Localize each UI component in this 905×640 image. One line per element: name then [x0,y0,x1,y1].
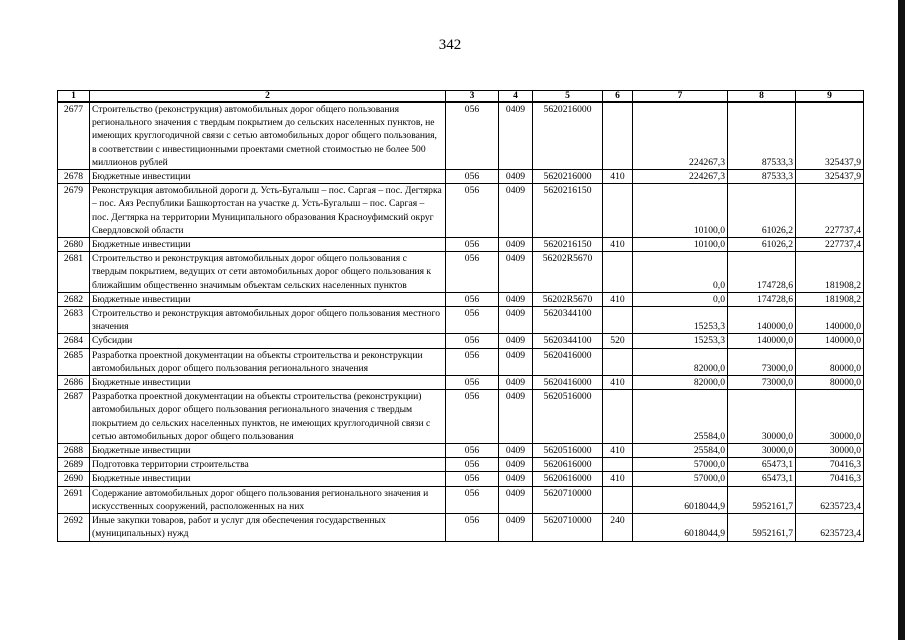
row-name: Бюджетные инвестиции [90,292,446,306]
row-number: 2691 [58,486,90,513]
row-name: Субсидии [90,334,446,348]
row-expense-type [603,390,633,444]
row-name: Бюджетные инвестиции [90,472,446,486]
row-target-code: 5620616000 [533,458,603,472]
col-header-7: 7 [633,91,728,103]
row-number: 2683 [58,307,90,334]
row-admin-code: 056 [446,390,499,444]
row-name: Содержание автомобильных дорог общего пользования регионального значения и искусственных сооружений, расположенных на них [90,486,446,513]
row-section-code: 0409 [499,252,533,293]
row-amount-col8: 73000,0 [728,376,796,390]
col-header-1: 1 [58,91,90,103]
table-row [58,486,864,513]
row-expense-type [603,102,633,170]
col-header-5: 5 [533,91,603,103]
col-header-2: 2 [90,91,446,103]
row-target-code: 5620216150 [533,238,603,252]
row-number: 2689 [58,458,90,472]
row-amount-col9: 140000,0 [796,307,864,334]
row-amount-col7: 57000,0 [633,472,728,486]
row-amount-col8: 174728,6 [728,292,796,306]
row-expense-type: 410 [603,376,633,390]
row-number: 2679 [58,184,90,238]
row-name: Строительство и реконструкция автомобильных дорог общего пользования местного значения [90,307,446,334]
row-number: 2690 [58,472,90,486]
row-amount-col7: 224267,3 [633,102,728,170]
row-admin-code: 056 [446,458,499,472]
row-admin-code: 056 [446,514,499,541]
row-admin-code: 056 [446,252,499,293]
table-row [58,458,864,472]
page-number: 342 [438,37,462,53]
table-row [58,376,864,390]
row-amount-col8: 5952161,7 [728,514,796,541]
row-number: 2682 [58,292,90,306]
col-header-9: 9 [796,91,864,103]
row-amount-col9: 30000,0 [796,390,864,444]
row-section-code: 0409 [499,238,533,252]
row-name: Реконструкция автомобильной дороги д. Усть-Бугалыш – пос. Саргая – пос. Дегтярка – пос. Аяз Республики Башкортостан на участке д. Усть-Бугалыш – пос. Саргая – пос. Дегтярка на территории Муниципального образования Красноуфимский округ Свердловской области [90,184,446,238]
row-expense-type [603,184,633,238]
row-number: 2684 [58,334,90,348]
row-expense-type: 410 [603,444,633,458]
row-number: 2677 [58,102,90,170]
row-target-code: 56202R5670 [533,252,603,293]
row-section-code: 0409 [499,486,533,513]
row-section-code: 0409 [499,458,533,472]
row-amount-col9: 80000,0 [796,348,864,375]
row-expense-type: 240 [603,514,633,541]
row-expense-type [603,486,633,513]
row-amount-col7: 82000,0 [633,348,728,375]
row-expense-type: 410 [603,238,633,252]
row-name: Бюджетные инвестиции [90,170,446,184]
row-amount-col8: 30000,0 [728,390,796,444]
row-name: Бюджетные инвестиции [90,238,446,252]
table-row [58,170,864,184]
row-amount-col9: 6235723,4 [796,486,864,513]
row-amount-col8: 5952161,7 [728,486,796,513]
row-admin-code: 056 [446,334,499,348]
row-section-code: 0409 [499,184,533,238]
table-row [58,238,864,252]
row-section-code: 0409 [499,102,533,170]
row-expense-type: 520 [603,334,633,348]
row-number: 2685 [58,348,90,375]
row-amount-col8: 174728,6 [728,252,796,293]
row-amount-col8: 87533,3 [728,170,796,184]
row-name: Иные закупки товаров, работ и услуг для обеспечения государственных (муниципальных) нужд [90,514,446,541]
row-section-code: 0409 [499,472,533,486]
row-section-code: 0409 [499,444,533,458]
row-amount-col9: 6235723,4 [796,514,864,541]
row-section-code: 0409 [499,376,533,390]
row-target-code: 5620516000 [533,444,603,458]
row-amount-col7: 224267,3 [633,170,728,184]
row-target-code: 5620344100 [533,307,603,334]
row-admin-code: 056 [446,348,499,375]
row-section-code: 0409 [499,170,533,184]
row-section-code: 0409 [499,292,533,306]
row-section-code: 0409 [499,334,533,348]
row-expense-type: 410 [603,170,633,184]
row-amount-col8: 61026,2 [728,184,796,238]
row-section-code: 0409 [499,390,533,444]
row-amount-col9: 30000,0 [796,444,864,458]
row-amount-col9: 227737,4 [796,238,864,252]
row-amount-col9: 227737,4 [796,184,864,238]
col-header-8: 8 [728,91,796,103]
table-row [58,444,864,458]
table-row [58,334,864,348]
row-amount-col9: 325437,9 [796,102,864,170]
row-section-code: 0409 [499,348,533,375]
row-name: Бюджетные инвестиции [90,444,446,458]
row-amount-col8: 87533,3 [728,102,796,170]
row-number: 2687 [58,390,90,444]
row-admin-code: 056 [446,444,499,458]
row-amount-col7: 0,0 [633,252,728,293]
row-amount-col7: 82000,0 [633,376,728,390]
row-expense-type [603,307,633,334]
row-amount-col8: 140000,0 [728,334,796,348]
row-amount-col9: 140000,0 [796,334,864,348]
row-admin-code: 056 [446,184,499,238]
row-target-code: 5620216150 [533,184,603,238]
row-expense-type [603,458,633,472]
row-section-code: 0409 [499,307,533,334]
header-row [58,91,864,103]
row-amount-col7: 0,0 [633,292,728,306]
row-number: 2692 [58,514,90,541]
row-target-code: 56202R5670 [533,292,603,306]
table-row [58,390,864,444]
row-target-code: 5620416000 [533,376,603,390]
table-row [58,514,864,541]
row-target-code: 5620416000 [533,348,603,375]
row-amount-col7: 57000,0 [633,458,728,472]
row-number: 2688 [58,444,90,458]
row-admin-code: 056 [446,472,499,486]
row-expense-type [603,252,633,293]
row-amount-col9: 70416,3 [796,472,864,486]
row-expense-type: 410 [603,292,633,306]
row-name: Бюджетные инвестиции [90,376,446,390]
row-amount-col9: 181908,2 [796,252,864,293]
row-number: 2681 [58,252,90,293]
row-target-code: 5620344100 [533,334,603,348]
row-amount-col7: 6018044,9 [633,514,728,541]
row-admin-code: 056 [446,376,499,390]
row-amount-col7: 10100,0 [633,238,728,252]
row-admin-code: 056 [446,238,499,252]
row-target-code: 5620516000 [533,390,603,444]
row-amount-col9: 325437,9 [796,170,864,184]
table-row [58,292,864,306]
row-amount-col7: 25584,0 [633,444,728,458]
table-row [58,348,864,375]
row-amount-col8: 61026,2 [728,238,796,252]
row-admin-code: 056 [446,292,499,306]
budget-table [57,90,864,542]
row-number: 2678 [58,170,90,184]
table-row [58,252,864,293]
row-number: 2680 [58,238,90,252]
row-amount-col9: 181908,2 [796,292,864,306]
col-header-6: 6 [603,91,633,103]
row-amount-col8: 30000,0 [728,444,796,458]
row-amount-col9: 80000,0 [796,376,864,390]
row-name: Строительство (реконструкция) автомобильных дорог общего пользования регионального значения с твердым покрытием до сельских населенных пунктов, не имеющих круглогодичной связи с сетью автомобильных дорог общего пользования, в соответствии с инвестиционными проектами сметной стоимостью не более 500 миллионов рублей [90,102,446,170]
row-target-code: 5620710000 [533,514,603,541]
row-admin-code: 056 [446,170,499,184]
row-name: Подготовка территории строительства [90,458,446,472]
row-amount-col8: 65473,1 [728,472,796,486]
row-amount-col8: 65473,1 [728,458,796,472]
row-amount-col8: 140000,0 [728,307,796,334]
row-amount-col7: 15253,3 [633,334,728,348]
row-admin-code: 056 [446,102,499,170]
row-admin-code: 056 [446,307,499,334]
row-amount-col7: 10100,0 [633,184,728,238]
row-amount-col9: 70416,3 [796,458,864,472]
row-name: Строительство и реконструкция автомобильных дорог общего пользования с твердым покрытием, ведущих от сети автомобильных дорог общего пользования к ближайшим общественно значимым объектам сельских населенных пунктов [90,252,446,293]
row-admin-code: 056 [446,486,499,513]
row-amount-col8: 73000,0 [728,348,796,375]
row-amount-col7: 6018044,9 [633,486,728,513]
row-expense-type [603,348,633,375]
row-amount-col7: 15253,3 [633,307,728,334]
scan-border [898,0,905,640]
row-target-code: 5620216000 [533,170,603,184]
row-name: Разработка проектной документации на объекты строительства и реконструкции автомобильных дорог общего пользования регионального значения [90,348,446,375]
table-row [58,307,864,334]
row-section-code: 0409 [499,514,533,541]
col-header-4: 4 [499,91,533,103]
row-target-code: 5620616000 [533,472,603,486]
row-number: 2686 [58,376,90,390]
row-amount-col7: 25584,0 [633,390,728,444]
table-row [58,102,864,170]
col-header-3: 3 [446,91,499,103]
row-expense-type: 410 [603,472,633,486]
row-target-code: 5620710000 [533,486,603,513]
table-row [58,184,864,238]
row-name: Разработка проектной документации на объекты строительства (реконструкции) автомобильных дорог общего пользования регионального значения с твердым покрытием до сельских населенных пунктов, не имеющих круглогодичной связи с сетью автомобильных дорог общего пользования [90,390,446,444]
row-target-code: 5620216000 [533,102,603,170]
table-row [58,472,864,486]
